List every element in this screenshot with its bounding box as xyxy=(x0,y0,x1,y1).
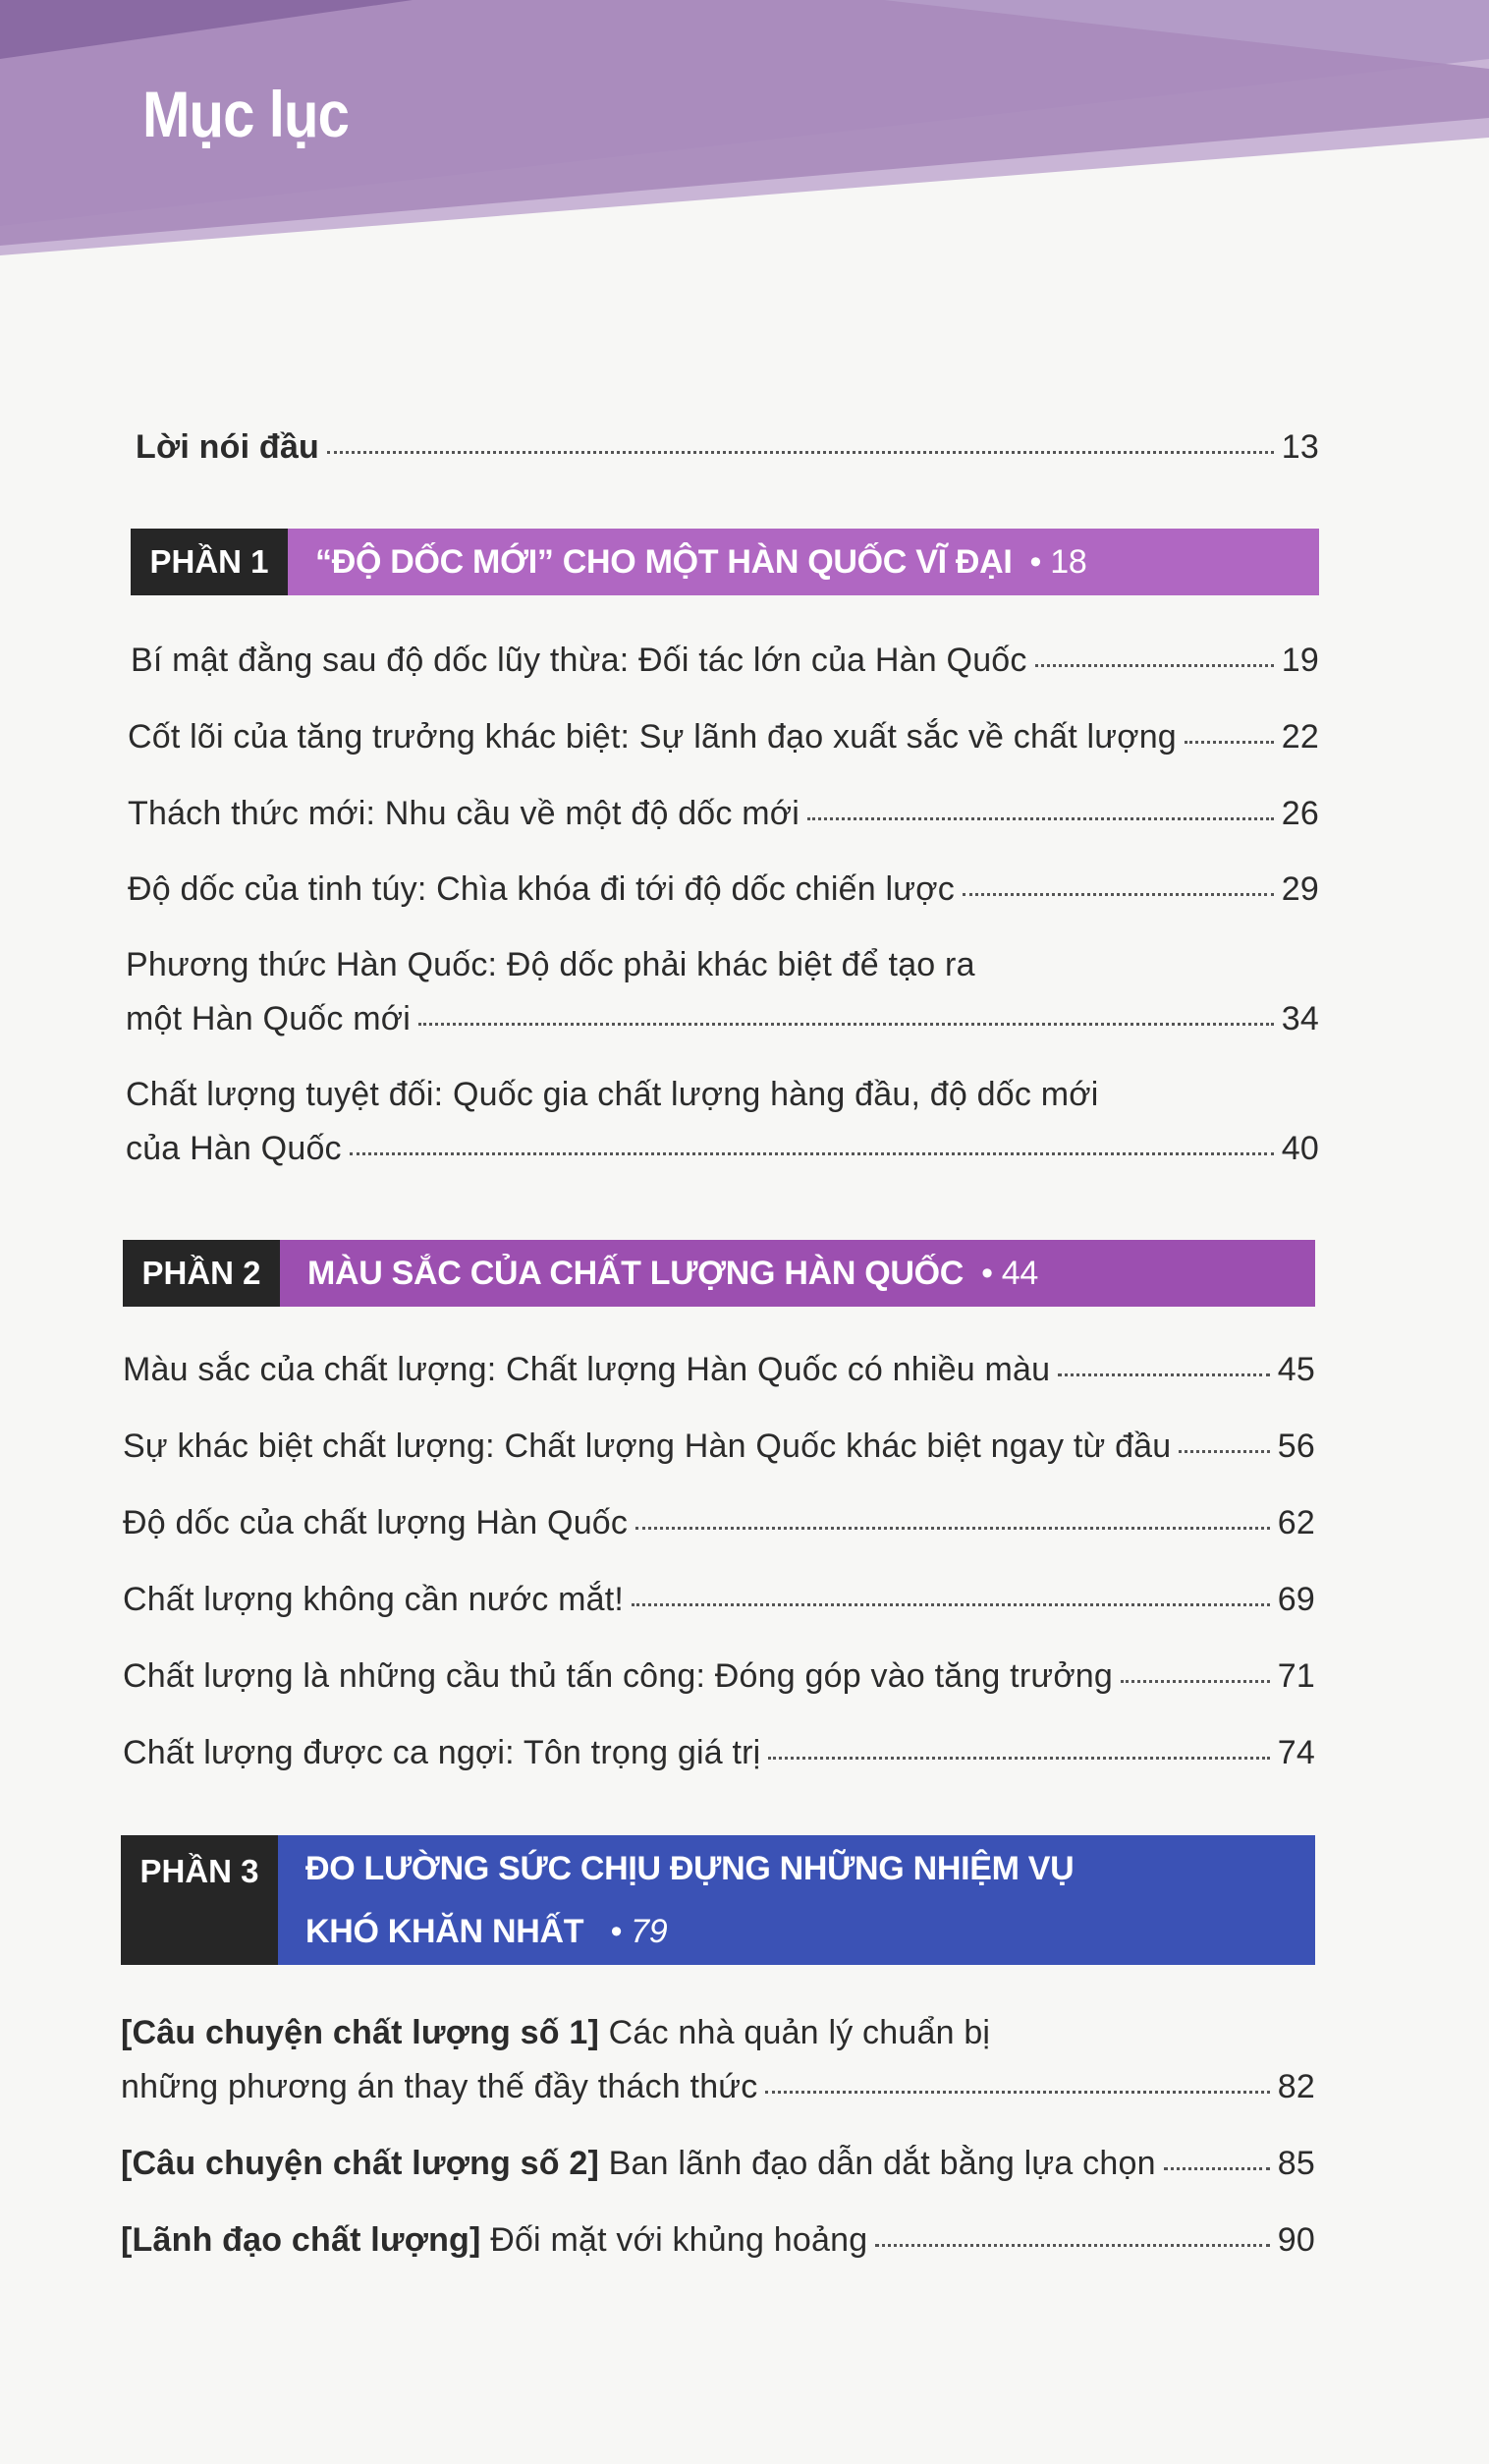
section-header-part3[interactable] xyxy=(121,1835,1315,1965)
toc-entry-intro[interactable] xyxy=(136,427,1319,467)
entry-title: Chất lượng không cần nước mắt! xyxy=(123,1581,625,1618)
section-header-part1[interactable] xyxy=(131,529,1319,595)
section-heading-text: MÀU SẮC CỦA CHẤT LƯỢNG HÀN QUỐC xyxy=(307,1254,965,1292)
entry-title xyxy=(121,2144,1156,2183)
entry-page: 85 xyxy=(1277,2145,1315,2182)
toc-entry[interactable] xyxy=(123,1580,1315,1619)
toc-entry[interactable] xyxy=(126,1129,1319,1168)
entry-page: 29 xyxy=(1281,870,1319,908)
toc-entry[interactable] xyxy=(121,2144,1315,2183)
section-heading xyxy=(280,1240,1315,1307)
toc-entry-line1[interactable] xyxy=(121,2013,990,2052)
section-page: • 79 xyxy=(610,1913,668,1950)
dot-leader xyxy=(1121,1680,1270,1683)
section-label: PHẦN 3 xyxy=(121,1835,278,1965)
entry-title: Bí mật đằng sau độ dốc lũy thừa: Đối tác lớn của Hàn Quốc xyxy=(131,642,1027,679)
story-tag: [Lãnh đạo chất lượng] xyxy=(121,2221,481,2259)
toc-entry[interactable] xyxy=(121,2220,1315,2260)
entry-title: Độ dốc của tinh túy: Chìa khóa đi tới độ dốc chiến lược xyxy=(128,870,955,908)
entry-title: Lời nói đầu xyxy=(136,428,319,466)
entry-page: 34 xyxy=(1281,1000,1319,1037)
entry-title: Chất lượng được ca ngợi: Tôn trọng giá trị xyxy=(123,1734,761,1771)
toc-entry[interactable] xyxy=(123,1733,1315,1772)
section-page: • 18 xyxy=(1029,542,1087,581)
section-heading-text: “ĐỘ DỐC MỚI” CHO MỘT HÀN QUỐC VĨ ĐẠI xyxy=(315,542,1013,581)
entry-title: Thách thức mới: Nhu cầu về một độ dốc mới xyxy=(128,795,800,832)
entry-page: 22 xyxy=(1281,718,1319,756)
story-tag: [Câu chuyện chất lượng số 2] xyxy=(121,2145,600,2182)
dot-leader xyxy=(327,451,1274,454)
story-title-line1: Các nhà quản lý chuẩn bị xyxy=(608,2014,991,2051)
toc-entry-line1[interactable]: Chất lượng tuyệt đối: Quốc gia chất lượng hàng đầu, độ dốc mới xyxy=(126,1076,1099,1113)
toc-entry[interactable] xyxy=(128,717,1319,756)
section-heading-line2-wrap xyxy=(305,1900,667,1963)
entry-title: Cốt lõi của tăng trưởng khác biệt: Sự lãnh đạo xuất sắc về chất lượng xyxy=(128,718,1177,756)
dot-leader xyxy=(418,1023,1274,1026)
toc-entry[interactable] xyxy=(121,2067,1315,2106)
toc-entry[interactable] xyxy=(128,869,1319,909)
dot-leader xyxy=(768,1757,1269,1760)
toc-entry[interactable] xyxy=(123,1503,1315,1542)
entry-title: Sự khác biệt chất lượng: Chất lượng Hàn Quốc khác biệt ngay từ đầu xyxy=(123,1428,1172,1465)
story-title: Ban lãnh đạo dẫn dắt bằng lựa chọn xyxy=(608,2145,1156,2182)
toc-entry[interactable] xyxy=(123,1656,1315,1696)
section-heading xyxy=(278,1835,1315,1965)
section-page: • 44 xyxy=(981,1254,1039,1292)
entry-page: 74 xyxy=(1277,1734,1315,1771)
dot-leader xyxy=(1185,741,1274,744)
dot-leader xyxy=(963,893,1274,896)
entry-title: Màu sắc của chất lượng: Chất lượng Hàn Quốc có nhiều màu xyxy=(123,1351,1051,1388)
dot-leader xyxy=(765,2091,1269,2094)
toc-entry[interactable] xyxy=(131,641,1319,680)
section-heading-line2: KHÓ KHĂN NHẤT xyxy=(305,1913,584,1950)
toc-entry[interactable] xyxy=(128,794,1319,833)
entry-page: 26 xyxy=(1281,795,1319,832)
dot-leader xyxy=(1058,1373,1270,1376)
section-heading-line1: ĐO LƯỜNG SỨC CHỊU ĐỰNG NHỮNG NHIỆM VỤ xyxy=(305,1850,1075,1887)
section-header-part2[interactable] xyxy=(123,1240,1315,1307)
entry-title: những phương án thay thế đầy thách thức xyxy=(121,2068,758,2105)
entry-page: 13 xyxy=(1281,428,1319,466)
entry-page: 40 xyxy=(1281,1130,1319,1167)
entry-page: 62 xyxy=(1277,1504,1315,1541)
entry-title: Độ dốc của chất lượng Hàn Quốc xyxy=(123,1504,629,1541)
section-label: PHẦN 2 xyxy=(123,1240,280,1307)
dot-leader xyxy=(632,1603,1270,1606)
entry-page: 45 xyxy=(1277,1351,1315,1388)
entry-page: 90 xyxy=(1277,2221,1315,2259)
dot-leader xyxy=(350,1152,1274,1155)
story-tag: [Câu chuyện chất lượng số 1] xyxy=(121,2014,600,2051)
dot-leader xyxy=(875,2244,1269,2247)
dot-leader xyxy=(1179,1450,1269,1453)
story-title: Đối mặt với khủng hoảng xyxy=(490,2221,868,2259)
toc-entry[interactable] xyxy=(123,1350,1315,1389)
entry-page: 69 xyxy=(1277,1581,1315,1618)
section-heading xyxy=(288,529,1319,595)
section-label: PHẦN 1 xyxy=(131,529,288,595)
dot-leader xyxy=(635,1527,1270,1530)
toc-entry-line1[interactable]: Phương thức Hàn Quốc: Độ dốc phải khác biệt để tạo ra xyxy=(126,946,975,983)
page-title: Mục lục xyxy=(142,78,350,150)
toc-entry[interactable] xyxy=(126,999,1319,1038)
dot-leader xyxy=(807,817,1274,820)
entry-title: của Hàn Quốc xyxy=(126,1130,342,1167)
entry-page: 19 xyxy=(1281,642,1319,679)
entry-page: 71 xyxy=(1277,1657,1315,1695)
entry-title: Chất lượng là những cầu thủ tấn công: Đóng góp vào tăng trưởng xyxy=(123,1657,1114,1695)
dot-leader xyxy=(1164,2167,1270,2170)
entry-page: 56 xyxy=(1277,1428,1315,1465)
dot-leader xyxy=(1035,664,1274,667)
toc-entry[interactable] xyxy=(123,1427,1315,1466)
entry-title xyxy=(121,2220,867,2260)
entry-title: một Hàn Quốc mới xyxy=(126,1000,412,1037)
entry-page: 82 xyxy=(1277,2068,1315,2105)
